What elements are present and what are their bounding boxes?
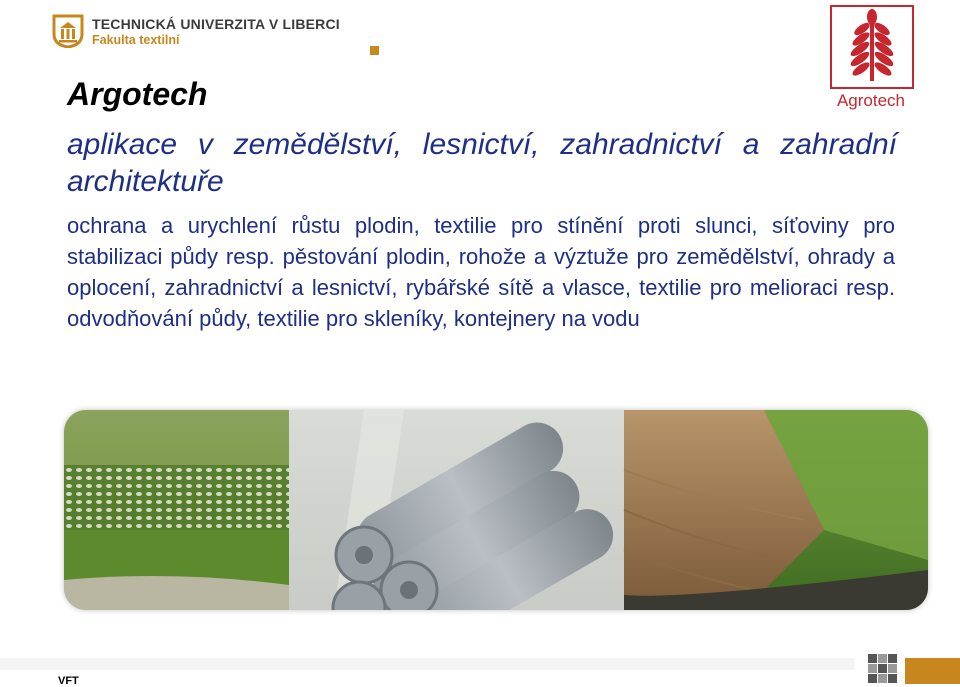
agrotech-logo-frame (830, 5, 914, 89)
logo-accent-square (370, 46, 379, 55)
coir-roll-photo (624, 410, 928, 610)
grass-mat-photo (64, 410, 289, 610)
university-emblem-icon (52, 14, 84, 48)
university-name: TECHNICKÁ UNIVERZITA V LIBERCI (92, 16, 340, 32)
agrotech-logo (826, 5, 916, 113)
slide-body-text: ochrana a urychlení růstu plodin, textilie pro stínění proti slunci, síťoviny pro stabilizaci půdy resp. pěstování plodin, rohože a výztuže pro zemědělství, ohrady a oplocení, zahradnictví a lesnictví, rybářské sítě a vlasce, textilie pro melioraci resp. odvodňování půdy, textilie pro skleníky, kontejnery na vodu (67, 213, 895, 331)
footer-grid-icon (868, 654, 898, 684)
footer-line (0, 658, 855, 670)
agrotech-logo-text: Agrotech (836, 91, 906, 110)
wheat-ear-icon (832, 7, 912, 87)
footer-accent-bar (905, 658, 960, 684)
photo-strip (64, 410, 928, 610)
slide-subtitle: aplikace v zemědělství, lesnictví, zahradnictví a zahradní architektuře (67, 128, 897, 198)
felt-rolls-photo (289, 410, 624, 610)
faculty-name: Fakulta textilní (92, 33, 180, 47)
slide-title: Argotech (67, 76, 208, 112)
footer-label: VFT (58, 675, 79, 687)
university-logo (52, 12, 342, 52)
